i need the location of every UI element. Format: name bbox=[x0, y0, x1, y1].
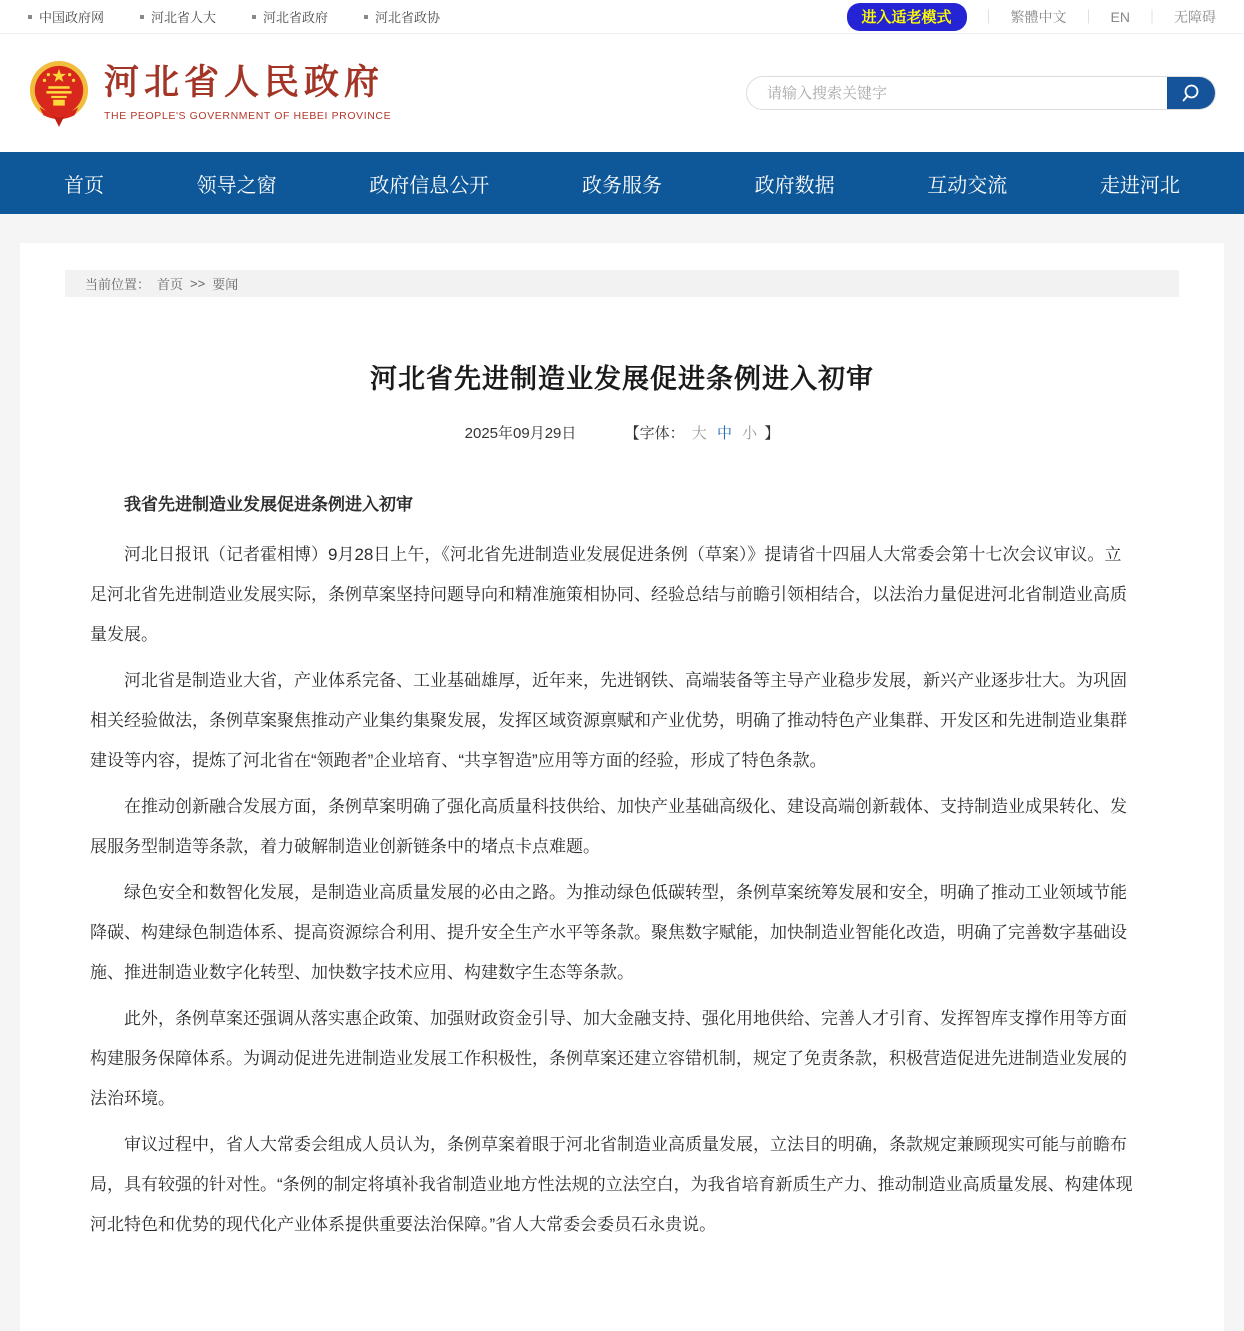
top-links bbox=[28, 7, 440, 26]
breadcrumb-home-link[interactable]: 首页 bbox=[157, 277, 184, 292]
nav-item-home[interactable]: 首页 bbox=[64, 174, 104, 197]
article-paragraph: 河北省是制造业大省，产业体系完备、工业基础雄厚，近年来，先进钢铁、高端装备等主导产业稳步发展，新兴产业逐步壮大。为巩固相关经验做法，条例草案聚焦推动产业集约集聚发展，发挥区域资源禀赋和产业优势，明确了推动特色产业集群、开发区和先进制造业集群建设等内容，提炼了河北省在“领跑者”企业培育、“共享智造”应用等方面的经验，形成了特色条款。 bbox=[90, 671, 1127, 770]
top-right-tools bbox=[847, 3, 1216, 31]
top-link-label: 河北省人大 bbox=[151, 10, 217, 25]
site-brand[interactable] bbox=[28, 59, 391, 127]
bullet-icon bbox=[364, 15, 368, 19]
elder-mode-button[interactable]: 进入适老模式 bbox=[847, 3, 967, 31]
search-bar bbox=[746, 76, 1216, 110]
article-paragraph: 在推动创新融合发展方面，条例草案明确了强化高质量科技供给、加快产业基础高级化、建设高端创新载体、支持制造业成果转化、发展服务型制造等条款，着力破解制造业创新链条中的堵点卡点难题。 bbox=[90, 797, 1127, 856]
nav-item-leaders[interactable]: 领导之窗 bbox=[196, 174, 277, 197]
search-button[interactable] bbox=[1167, 77, 1215, 109]
national-emblem-icon bbox=[28, 59, 90, 127]
top-link-gov-cn[interactable] bbox=[28, 7, 104, 26]
breadcrumb-section-link[interactable]: 要闻 bbox=[212, 277, 239, 292]
article-paragraph: 绿色安全和数智化发展，是制造业高质量发展的必由之路。为推动绿色低碳转型，条例草案统筹发展和安全，明确了推动工业领域节能降碳、构建绿色制造体系、提高资源综合利用、提升安全生产水平等条款。聚焦数字赋能，加快制造业智能化改造，明确了完善数字基础设施、推进制造业数字化转型、加快数字技术应用、构建数字生态等条款。 bbox=[90, 883, 1127, 982]
nav-item-interaction[interactable]: 互动交流 bbox=[927, 174, 1008, 197]
nav-item-info-disclosure[interactable]: 政府信息公开 bbox=[369, 174, 490, 197]
separator: ｜ bbox=[1145, 8, 1159, 25]
search-icon bbox=[1180, 82, 1202, 104]
font-size-large-button[interactable]: 大 bbox=[691, 425, 707, 442]
font-size-prefix: 【字体： bbox=[624, 425, 685, 442]
breadcrumb-separator: >> bbox=[190, 276, 206, 291]
content-card bbox=[20, 243, 1224, 1331]
article-lead: 我省先进制造业发展促进条例进入初审 bbox=[124, 495, 413, 514]
article-meta bbox=[20, 422, 1224, 443]
traditional-chinese-link[interactable]: 繁體中文 bbox=[1010, 8, 1067, 25]
article-body bbox=[20, 443, 1224, 1331]
top-link-hebei-npc[interactable] bbox=[140, 7, 216, 26]
nav-item-gov-services[interactable]: 政务服务 bbox=[581, 174, 662, 197]
top-link-hebei-cppcc[interactable] bbox=[364, 7, 440, 26]
site-header bbox=[0, 34, 1244, 152]
top-utility-bar bbox=[0, 0, 1244, 34]
nav-item-about-hebei[interactable]: 走进河北 bbox=[1099, 174, 1180, 197]
top-link-label: 河北省政协 bbox=[375, 10, 441, 25]
main-navigation bbox=[0, 152, 1244, 214]
brand-text bbox=[104, 64, 391, 122]
bullet-icon bbox=[140, 15, 144, 19]
site-title-english: THE PEOPLE'S GOVERNMENT OF HEBEI PROVINCE bbox=[104, 109, 392, 122]
separator: ｜ bbox=[981, 8, 996, 25]
article-header bbox=[20, 357, 1224, 443]
article-paragraph: 此外，条例草案还强调从落实惠企政策、加强财政资金引导、加大金融支持、强化用地供给、完善人才引育、发挥智库支撑作用等方面构建服务保障体系。为调动促进先进制造业发展工作积极性，条例草案还建立容错机制，规定了免责条款，积极营造促进先进制造业发展的法治环境。 bbox=[90, 1009, 1127, 1108]
breadcrumb-label: 当前位置： bbox=[85, 277, 151, 292]
article-paragraph: 河北日报讯（记者霍相博）9月28日上午，《河北省先进制造业发展促进条例（草案）》提请省十四届人大常委会第十七次会议审议。立足河北省先进制造业发展实际，条例草案坚持问题导向和精准施策相协同、经验总结与前瞻引领相结合，以法治力量促进河北省制造业高质量发展。 bbox=[90, 545, 1127, 644]
nav-item-gov-data[interactable]: 政府数据 bbox=[754, 174, 835, 197]
article-paragraph: 审议过程中，省人大常委会组成人员认为，条例草案着眼于河北省制造业高质量发展，立法目的明确，条款规定兼顾现实可能与前瞻布局，具有较强的针对性。“条例的制定将填补我省制造业地方性法规的立法空白，为我省培育新质生产力、推动制造业高质量发展、构建体现河北特色和优势的现代化产业体系提供重要法治保障。”省人大常委会委员石永贵说。 bbox=[90, 1135, 1133, 1234]
separator: ｜ bbox=[1081, 8, 1096, 25]
main-area bbox=[0, 214, 1244, 1331]
top-link-label: 河北省政府 bbox=[263, 10, 329, 25]
search-input[interactable] bbox=[747, 77, 1167, 109]
article-title: 河北省先进制造业发展促进条例进入初审 bbox=[370, 364, 874, 394]
article-date: 2025年09月29日 bbox=[464, 425, 577, 442]
font-size-suffix: 】 bbox=[764, 425, 780, 442]
bullet-icon bbox=[28, 15, 32, 19]
site-title: 河北省人民政府 bbox=[104, 63, 385, 103]
font-size-small-button[interactable]: 小 bbox=[742, 425, 758, 442]
accessibility-link[interactable]: 无障碍 bbox=[1174, 8, 1216, 25]
top-link-hebei-gov[interactable] bbox=[252, 7, 328, 26]
font-size-medium-button[interactable]: 中 bbox=[716, 425, 732, 442]
english-link[interactable]: EN bbox=[1110, 8, 1130, 25]
breadcrumb bbox=[65, 270, 1179, 297]
top-link-label: 中国政府网 bbox=[39, 10, 105, 25]
bullet-icon bbox=[252, 15, 256, 19]
